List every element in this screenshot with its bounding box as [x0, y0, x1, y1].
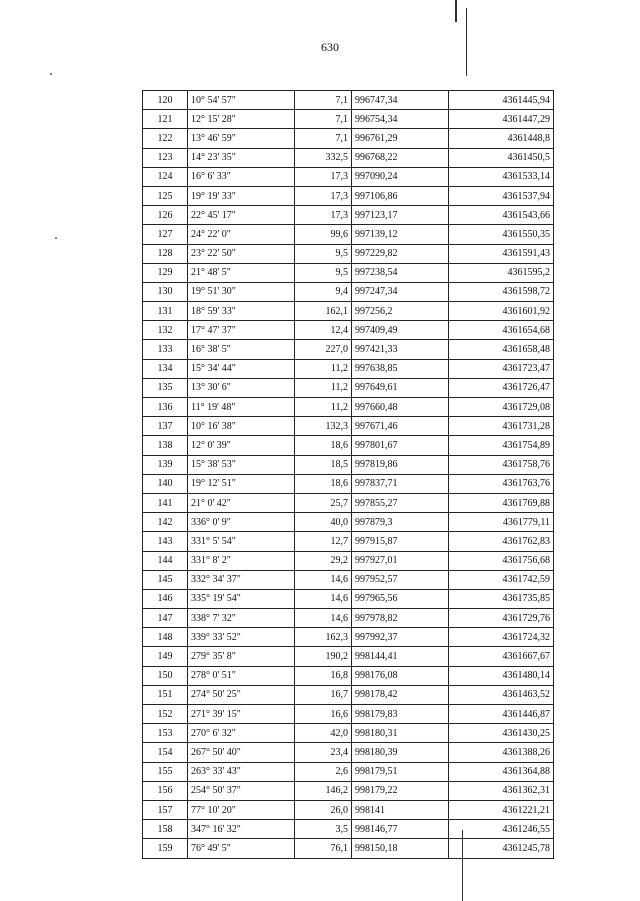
bearing-cell: 274° 50' 25" [188, 685, 295, 704]
point-number-cell: 136 [143, 398, 188, 417]
distance-cell: 7,1 [295, 110, 352, 129]
y-coordinate-cell: 4361601,92 [449, 302, 554, 321]
x-coordinate-cell: 997649,61 [352, 378, 449, 397]
point-number-cell: 120 [143, 91, 188, 110]
point-number-cell: 138 [143, 436, 188, 455]
table-row [143, 359, 554, 378]
y-coordinate-cell: 4361447,29 [449, 110, 554, 129]
point-number-cell: 122 [143, 129, 188, 148]
distance-cell: 12,4 [295, 321, 352, 340]
point-number-cell: 131 [143, 302, 188, 321]
point-number-cell: 125 [143, 186, 188, 205]
bearing-cell: 336° 0' 9" [188, 513, 295, 532]
bearing-cell: 338° 7' 32" [188, 609, 295, 628]
point-number-cell: 143 [143, 532, 188, 551]
distance-cell: 146,2 [295, 781, 352, 800]
point-number-cell: 134 [143, 359, 188, 378]
bearing-cell: 10° 16' 38" [188, 417, 295, 436]
point-number-cell: 137 [143, 417, 188, 436]
table-row [143, 532, 554, 551]
x-coordinate-cell: 997927,01 [352, 551, 449, 570]
distance-cell: 12,7 [295, 532, 352, 551]
distance-cell: 14,6 [295, 609, 352, 628]
table-row [143, 705, 554, 724]
x-coordinate-cell: 997638,85 [352, 359, 449, 378]
y-coordinate-cell: 4361550,35 [449, 225, 554, 244]
table-row [143, 417, 554, 436]
table-row [143, 800, 554, 819]
y-coordinate-cell: 4361430,25 [449, 724, 554, 743]
bearing-cell: 11° 19' 48" [188, 398, 295, 417]
table-row [143, 167, 554, 186]
bearing-cell: 331° 5' 54" [188, 532, 295, 551]
y-coordinate-cell: 4361221,21 [449, 800, 554, 819]
table-row [143, 820, 554, 839]
distance-cell: 40,0 [295, 513, 352, 532]
table-row [143, 589, 554, 608]
bearing-cell: 263° 33' 43" [188, 762, 295, 781]
table-row [143, 378, 554, 397]
point-number-cell: 156 [143, 781, 188, 800]
table-row [143, 91, 554, 110]
y-coordinate-cell: 4361763,76 [449, 474, 554, 493]
point-number-cell: 145 [143, 570, 188, 589]
y-coordinate-cell: 4361724,32 [449, 628, 554, 647]
bearing-cell: 13° 46' 59" [188, 129, 295, 148]
point-number-cell: 147 [143, 609, 188, 628]
y-coordinate-cell: 4361735,85 [449, 589, 554, 608]
table-row [143, 743, 554, 762]
table-row [143, 570, 554, 589]
point-number-cell: 126 [143, 206, 188, 225]
bearing-cell: 278° 0' 51" [188, 666, 295, 685]
bearing-cell: 76° 49' 5" [188, 839, 295, 858]
x-coordinate-cell: 997992,37 [352, 628, 449, 647]
x-coordinate-cell: 998146,77 [352, 820, 449, 839]
bearing-cell: 279° 35' 8" [188, 647, 295, 666]
bearing-cell: 18° 59' 33" [188, 302, 295, 321]
bearing-cell: 77° 10' 20" [188, 800, 295, 819]
table-row [143, 244, 554, 263]
x-coordinate-cell: 997421,33 [352, 340, 449, 359]
distance-cell: 16,8 [295, 666, 352, 685]
y-coordinate-cell: 4361364,88 [449, 762, 554, 781]
coordinates-table [142, 90, 554, 859]
y-coordinate-cell: 4361463,52 [449, 685, 554, 704]
distance-cell: 9,4 [295, 282, 352, 301]
x-coordinate-cell: 996768,22 [352, 148, 449, 167]
x-coordinate-cell: 996747,34 [352, 91, 449, 110]
distance-cell: 42,0 [295, 724, 352, 743]
x-coordinate-cell: 998144,41 [352, 647, 449, 666]
distance-cell: 18,6 [295, 474, 352, 493]
point-number-cell: 141 [143, 493, 188, 512]
scan-artifact-line [455, 0, 457, 22]
point-number-cell: 146 [143, 589, 188, 608]
table-row [143, 762, 554, 781]
distance-cell: 16,7 [295, 685, 352, 704]
distance-cell: 26,0 [295, 800, 352, 819]
bearing-cell: 23° 22' 50" [188, 244, 295, 263]
bearing-cell: 17° 47' 37" [188, 321, 295, 340]
table-row [143, 724, 554, 743]
table-row [143, 302, 554, 321]
distance-cell: 2,6 [295, 762, 352, 781]
distance-cell: 162,3 [295, 628, 352, 647]
bearing-cell: 19° 12' 51" [188, 474, 295, 493]
point-number-cell: 151 [143, 685, 188, 704]
distance-cell: 9,5 [295, 263, 352, 282]
x-coordinate-cell: 997123,17 [352, 206, 449, 225]
distance-cell: 11,2 [295, 378, 352, 397]
x-coordinate-cell: 997819,86 [352, 455, 449, 474]
bearing-cell: 331° 8' 2" [188, 551, 295, 570]
distance-cell: 3,5 [295, 820, 352, 839]
y-coordinate-cell: 4361598,72 [449, 282, 554, 301]
x-coordinate-cell: 997978,82 [352, 609, 449, 628]
x-coordinate-cell: 997801,67 [352, 436, 449, 455]
distance-cell: 11,2 [295, 359, 352, 378]
y-coordinate-cell: 4361245,78 [449, 839, 554, 858]
point-number-cell: 140 [143, 474, 188, 493]
y-coordinate-cell: 4361729,08 [449, 398, 554, 417]
y-coordinate-cell: 4361595,2 [449, 263, 554, 282]
y-coordinate-cell: 4361533,14 [449, 167, 554, 186]
x-coordinate-cell: 998176,08 [352, 666, 449, 685]
distance-cell: 14,6 [295, 570, 352, 589]
bearing-cell: 15° 34' 44" [188, 359, 295, 378]
y-coordinate-cell: 4361446,87 [449, 705, 554, 724]
coordinates-table-body [143, 91, 554, 859]
table-row [143, 839, 554, 858]
y-coordinate-cell: 4361779,11 [449, 513, 554, 532]
x-coordinate-cell: 998179,22 [352, 781, 449, 800]
table-row [143, 321, 554, 340]
table-row [143, 685, 554, 704]
bearing-cell: 267° 50' 40" [188, 743, 295, 762]
bearing-cell: 22° 45' 17" [188, 206, 295, 225]
table-row [143, 186, 554, 205]
point-number-cell: 142 [143, 513, 188, 532]
y-coordinate-cell: 4361362,31 [449, 781, 554, 800]
y-coordinate-cell: 4361246,55 [449, 820, 554, 839]
y-coordinate-cell: 4361756,68 [449, 551, 554, 570]
distance-cell: 17,3 [295, 186, 352, 205]
table-row [143, 340, 554, 359]
point-number-cell: 153 [143, 724, 188, 743]
point-number-cell: 158 [143, 820, 188, 839]
point-number-cell: 154 [143, 743, 188, 762]
point-number-cell: 150 [143, 666, 188, 685]
table-row [143, 647, 554, 666]
y-coordinate-cell: 4361742,59 [449, 570, 554, 589]
bearing-cell: 270° 6' 32" [188, 724, 295, 743]
point-number-cell: 129 [143, 263, 188, 282]
y-coordinate-cell: 4361731,28 [449, 417, 554, 436]
point-number-cell: 148 [143, 628, 188, 647]
distance-cell: 7,1 [295, 129, 352, 148]
x-coordinate-cell: 997671,46 [352, 417, 449, 436]
distance-cell: 23,4 [295, 743, 352, 762]
x-coordinate-cell: 997879,3 [352, 513, 449, 532]
distance-cell: 332,5 [295, 148, 352, 167]
x-coordinate-cell: 997660,48 [352, 398, 449, 417]
bearing-cell: 332° 34' 37" [188, 570, 295, 589]
point-number-cell: 121 [143, 110, 188, 129]
bearing-cell: 21° 48' 5" [188, 263, 295, 282]
table-row [143, 129, 554, 148]
point-number-cell: 139 [143, 455, 188, 474]
point-number-cell: 149 [143, 647, 188, 666]
bearing-cell: 271° 39' 15" [188, 705, 295, 724]
scan-speck [55, 237, 57, 239]
x-coordinate-cell: 996754,34 [352, 110, 449, 129]
bearing-cell: 19° 51' 30" [188, 282, 295, 301]
bearing-cell: 19° 19' 33" [188, 186, 295, 205]
scan-speck [50, 73, 52, 75]
bearing-cell: 21° 0' 42" [188, 493, 295, 512]
bearing-cell: 24° 22' 0" [188, 225, 295, 244]
y-coordinate-cell: 4361445,94 [449, 91, 554, 110]
bearing-cell: 254° 50' 37" [188, 781, 295, 800]
bearing-cell: 16° 6' 33" [188, 167, 295, 186]
x-coordinate-cell: 997139,12 [352, 225, 449, 244]
distance-cell: 9,5 [295, 244, 352, 263]
distance-cell: 14,6 [295, 589, 352, 608]
y-coordinate-cell: 4361480,14 [449, 666, 554, 685]
table-row [143, 148, 554, 167]
bearing-cell: 15° 38' 53" [188, 455, 295, 474]
distance-cell: 17,3 [295, 206, 352, 225]
y-coordinate-cell: 4361726,47 [449, 378, 554, 397]
y-coordinate-cell: 4361729,76 [449, 609, 554, 628]
bearing-cell: 14° 23' 35" [188, 148, 295, 167]
point-number-cell: 133 [143, 340, 188, 359]
y-coordinate-cell: 4361448,8 [449, 129, 554, 148]
distance-cell: 29,2 [295, 551, 352, 570]
table-row [143, 781, 554, 800]
bearing-cell: 12° 15' 28" [188, 110, 295, 129]
point-number-cell: 127 [143, 225, 188, 244]
table-row [143, 609, 554, 628]
distance-cell: 190,2 [295, 647, 352, 666]
bearing-cell: 16° 38' 5" [188, 340, 295, 359]
y-coordinate-cell: 4361543,66 [449, 206, 554, 225]
x-coordinate-cell: 997238,54 [352, 263, 449, 282]
distance-cell: 227,0 [295, 340, 352, 359]
x-coordinate-cell: 998150,18 [352, 839, 449, 858]
distance-cell: 99,6 [295, 225, 352, 244]
x-coordinate-cell: 997855,27 [352, 493, 449, 512]
x-coordinate-cell: 997229,82 [352, 244, 449, 263]
table-row [143, 628, 554, 647]
x-coordinate-cell: 997247,34 [352, 282, 449, 301]
x-coordinate-cell: 998180,31 [352, 724, 449, 743]
y-coordinate-cell: 4361667,67 [449, 647, 554, 666]
distance-cell: 18,6 [295, 436, 352, 455]
x-coordinate-cell: 997952,57 [352, 570, 449, 589]
x-coordinate-cell: 997256,2 [352, 302, 449, 321]
point-number-cell: 130 [143, 282, 188, 301]
point-number-cell: 152 [143, 705, 188, 724]
x-coordinate-cell: 996761,29 [352, 129, 449, 148]
page-number: 630 [321, 40, 339, 54]
y-coordinate-cell: 4361654,68 [449, 321, 554, 340]
x-coordinate-cell: 998180,39 [352, 743, 449, 762]
y-coordinate-cell: 4361762,83 [449, 532, 554, 551]
distance-cell: 11,2 [295, 398, 352, 417]
table-row [143, 225, 554, 244]
table-row [143, 206, 554, 225]
x-coordinate-cell: 998179,83 [352, 705, 449, 724]
y-coordinate-cell: 4361537,94 [449, 186, 554, 205]
point-number-cell: 159 [143, 839, 188, 858]
table-row [143, 455, 554, 474]
y-coordinate-cell: 4361591,43 [449, 244, 554, 263]
x-coordinate-cell: 997837,71 [352, 474, 449, 493]
point-number-cell: 128 [143, 244, 188, 263]
bearing-cell: 13° 30' 6" [188, 378, 295, 397]
bearing-cell: 339° 33' 52" [188, 628, 295, 647]
y-coordinate-cell: 4361758,76 [449, 455, 554, 474]
table-row [143, 513, 554, 532]
point-number-cell: 144 [143, 551, 188, 570]
table-row [143, 263, 554, 282]
x-coordinate-cell: 997090,24 [352, 167, 449, 186]
point-number-cell: 132 [143, 321, 188, 340]
x-coordinate-cell: 998179,51 [352, 762, 449, 781]
table-row [143, 110, 554, 129]
bearing-cell: 12° 0' 39" [188, 436, 295, 455]
scan-artifact-line [466, 8, 467, 76]
bearing-cell: 335° 19' 54" [188, 589, 295, 608]
table-row [143, 436, 554, 455]
y-coordinate-cell: 4361388,26 [449, 743, 554, 762]
distance-cell: 7,1 [295, 91, 352, 110]
table-row [143, 666, 554, 685]
x-coordinate-cell: 997409,49 [352, 321, 449, 340]
point-number-cell: 155 [143, 762, 188, 781]
distance-cell: 76,1 [295, 839, 352, 858]
table-row [143, 493, 554, 512]
distance-cell: 162,1 [295, 302, 352, 321]
point-number-cell: 124 [143, 167, 188, 186]
table-row [143, 282, 554, 301]
distance-cell: 132,3 [295, 417, 352, 436]
x-coordinate-cell: 997965,56 [352, 589, 449, 608]
y-coordinate-cell: 4361769,88 [449, 493, 554, 512]
table-row [143, 474, 554, 493]
y-coordinate-cell: 4361658,48 [449, 340, 554, 359]
x-coordinate-cell: 998141 [352, 800, 449, 819]
table-row [143, 551, 554, 570]
distance-cell: 16,6 [295, 705, 352, 724]
point-number-cell: 135 [143, 378, 188, 397]
distance-cell: 25,7 [295, 493, 352, 512]
point-number-cell: 157 [143, 800, 188, 819]
point-number-cell: 123 [143, 148, 188, 167]
table-row [143, 398, 554, 417]
x-coordinate-cell: 997915,87 [352, 532, 449, 551]
y-coordinate-cell: 4361723,47 [449, 359, 554, 378]
distance-cell: 17,3 [295, 167, 352, 186]
y-coordinate-cell: 4361450,5 [449, 148, 554, 167]
bearing-cell: 10° 54' 57" [188, 91, 295, 110]
y-coordinate-cell: 4361754,89 [449, 436, 554, 455]
x-coordinate-cell: 998178,42 [352, 685, 449, 704]
x-coordinate-cell: 997106,86 [352, 186, 449, 205]
distance-cell: 18,5 [295, 455, 352, 474]
bearing-cell: 347° 16' 32" [188, 820, 295, 839]
